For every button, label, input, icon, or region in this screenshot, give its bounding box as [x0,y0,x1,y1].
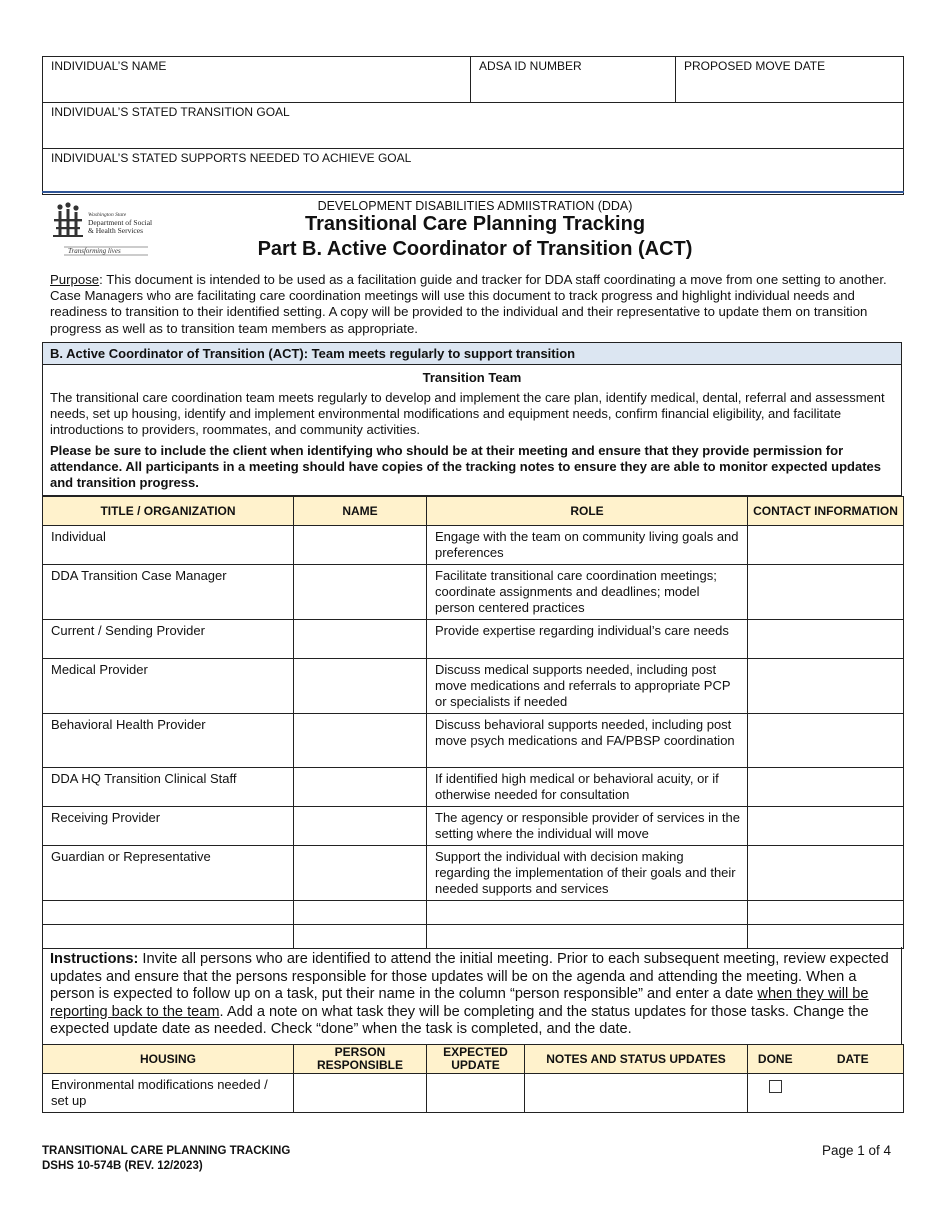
col-notes-status: NOTES AND STATUS UPDATES [525,1045,748,1074]
row-role: Discuss medical supports needed, including post move medications and referrals to appropriate PCP or specialists if needed [427,659,748,714]
row-title: Guardian or Representative [43,846,294,901]
individual-name-field[interactable] [43,57,471,103]
row-role: The agency or responsible provider of services in the setting where the individual will move [427,807,748,846]
supports-needed-field[interactable] [43,149,904,195]
table-row [43,1074,904,1113]
individual-name-label: INDIVIDUAL’S NAME [51,59,167,73]
col-contact-information: CONTACT INFORMATION [748,497,904,526]
row-title: DDA HQ Transition Clinical Staff [43,768,294,807]
table-row [43,807,904,846]
blank-table-row [43,925,904,949]
blank-name-cell[interactable] [294,901,427,925]
footer-form-title: TRANSITIONAL CARE PLANNING TRACKING [42,1145,291,1157]
expected-update-cell[interactable] [427,1074,525,1113]
instructions-paragraph [50,951,898,1039]
instructions-text-a: Invite all persons who are identified to attend the initial meeting. Prior to each subsequent meeting, review expected updates and ensure that the persons responsible for those updates will be on the agenda and attending the meeting. When a person is expected to follow up on a task, put their name in the column “person responsible” and enter a date [50,951,889,1003]
col-date: DATE [803,1045,904,1074]
notes-cell[interactable] [525,1074,748,1113]
instructions-label: Instructions: [50,951,139,967]
housing-item: Environmental modifications needed / set up [43,1074,294,1113]
header-divider [42,191,904,193]
housing-table [42,1044,904,1113]
table-row [43,714,904,768]
name-cell[interactable] [294,714,427,768]
col-name: NAME [294,497,427,526]
transition-goal-field[interactable] [43,103,904,149]
row-title: Behavioral Health Provider [43,714,294,768]
table-row [43,526,904,565]
purpose-label: Purpose [50,272,100,287]
row-title: Current / Sending Provider [43,620,294,659]
row-role: Facilitate transitional care coordination meetings; coordinate assignments and deadlines; model person centered practices [427,565,748,620]
table-row [43,565,904,620]
name-cell[interactable] [294,846,427,901]
table-row [43,659,904,714]
contact-cell[interactable] [748,526,904,565]
proposed-move-date-field[interactable] [676,57,904,103]
row-title: DDA Transition Case Manager [43,565,294,620]
logo-tagline: Transforming lives [68,247,121,255]
dshs-logo-mark-icon [50,201,152,257]
page-subtitle: Part B. Active Coordinator of Transition (ACT) [257,238,693,260]
done-cell [748,1074,803,1113]
name-cell[interactable] [294,526,427,565]
col-person-responsible: PERSON RESPONSIBLE [294,1045,427,1074]
blank-title-cell[interactable] [43,925,294,949]
page-title: Transitional Care Planning Tracking [304,213,646,235]
footer-form-info [42,1144,290,1174]
table-row [43,846,904,901]
purpose-paragraph [50,272,900,337]
blank-table-row [43,901,904,925]
name-cell[interactable] [294,565,427,620]
contact-cell[interactable] [748,768,904,807]
participant-permission-note: Please be sure to include the client when identifying who should be at their meeting and ensure that they provide permission for attendance. All participants in a meeting should have copies of the tracking notes to ensure they are able to monitor expected updates and transition progress. [50,443,881,491]
name-cell[interactable] [294,768,427,807]
contact-cell[interactable] [748,565,904,620]
blank-name-cell[interactable] [294,925,427,949]
col-done: DONE [748,1045,803,1074]
dshs-logo [50,201,152,257]
col-expected-update: EXPECTED UPDATE [427,1045,525,1074]
row-role: If identified high medical or behavioral acuity, or if otherwise needed for consultation [427,768,748,807]
name-cell[interactable] [294,620,427,659]
row-title: Receiving Provider [43,807,294,846]
individual-info-table [42,56,904,195]
logo-dept-text: Department of Social [88,218,152,227]
contact-cell[interactable] [748,846,904,901]
blank-contact-cell[interactable] [748,901,904,925]
adsa-id-field[interactable] [471,57,676,103]
instructions-text-b: . Add a note on what task they will be completing and the status updates for those tasks. Change the expected update date as needed. Check “done” when the task is completed, and the date. [50,1003,869,1038]
name-cell[interactable] [294,807,427,846]
person-responsible-cell[interactable] [294,1074,427,1113]
row-role: Engage with the team on community living goals and preferences [427,526,748,565]
row-title: Medical Provider [43,659,294,714]
date-cell[interactable] [803,1074,904,1113]
logo-health-text: & Health Services [88,226,143,235]
col-title-organization: TITLE / ORGANIZATION [43,497,294,526]
table-row [43,620,904,659]
contact-cell[interactable] [748,807,904,846]
contact-cell[interactable] [748,659,904,714]
blank-title-cell[interactable] [43,901,294,925]
page-number: Page 1 of 4 [822,1143,892,1158]
blank-role-cell[interactable] [427,925,748,949]
proposed-move-date-label: PROPOSED MOVE DATE [684,59,826,73]
purpose-text: : This document is intended to be used as a facilitation guide and tracker for DDA staff coordinating a move from one setting to another. Case Managers who are facilitating care coordination meetings will use this document to track progress and highlight individual needs and readiness to transition to their identified setting. A copy will be provided to the individual and their representative to update them on transition progress as well as to transition team members as appropriate. [50,272,887,336]
contact-cell[interactable] [748,714,904,768]
col-role: ROLE [427,497,748,526]
instructions-text-underlined: when they will be reporting back to the team [50,986,869,1020]
row-role: Provide expertise regarding individual’s care needs [427,620,748,659]
section-b-heading: B. Active Coordinator of Transition (ACT): Team meets regularly to support transition [43,343,901,365]
table-row [43,768,904,807]
done-checkbox[interactable] [769,1080,782,1093]
contact-cell[interactable] [748,620,904,659]
name-cell[interactable] [294,659,427,714]
row-role: Support the individual with decision making regarding the implementation of their goals and their needed supports and services [427,846,748,901]
logo-state-text: Washington State [88,212,127,218]
supports-needed-label: INDIVIDUAL’S STATED SUPPORTS NEEDED TO ACHIEVE GOAL [51,151,412,165]
transition-goal-label: INDIVIDUAL’S STATED TRANSITION GOAL [51,105,290,119]
transition-team-table [42,496,904,949]
row-role: Discuss behavioral supports needed, including post move psych medications and FA/PBSP coordination [427,714,748,768]
transition-team-description: The transitional care coordination team meets regularly to develop and implement the care plan, identify medical, dental, referral and assessment needs, set up housing, identify and implement environmental modifications and equipment needs, confirm financial eligibility, and facilitate introductions to providers, roommates, and community activities. [50,390,885,438]
transition-team-title: Transition Team [422,370,522,385]
blank-contact-cell[interactable] [748,925,904,949]
footer-form-number: DSHS 10-574B (REV. 12/2023) [42,1160,203,1172]
row-title: Individual [43,526,294,565]
adsa-id-label: ADSA ID NUMBER [479,59,582,73]
blank-role-cell[interactable] [427,901,748,925]
agency-name: DEVELOPMENT DISABILITIES ADMIISTRATION (DDA) [317,199,633,213]
col-housing: HOUSING [43,1045,294,1074]
